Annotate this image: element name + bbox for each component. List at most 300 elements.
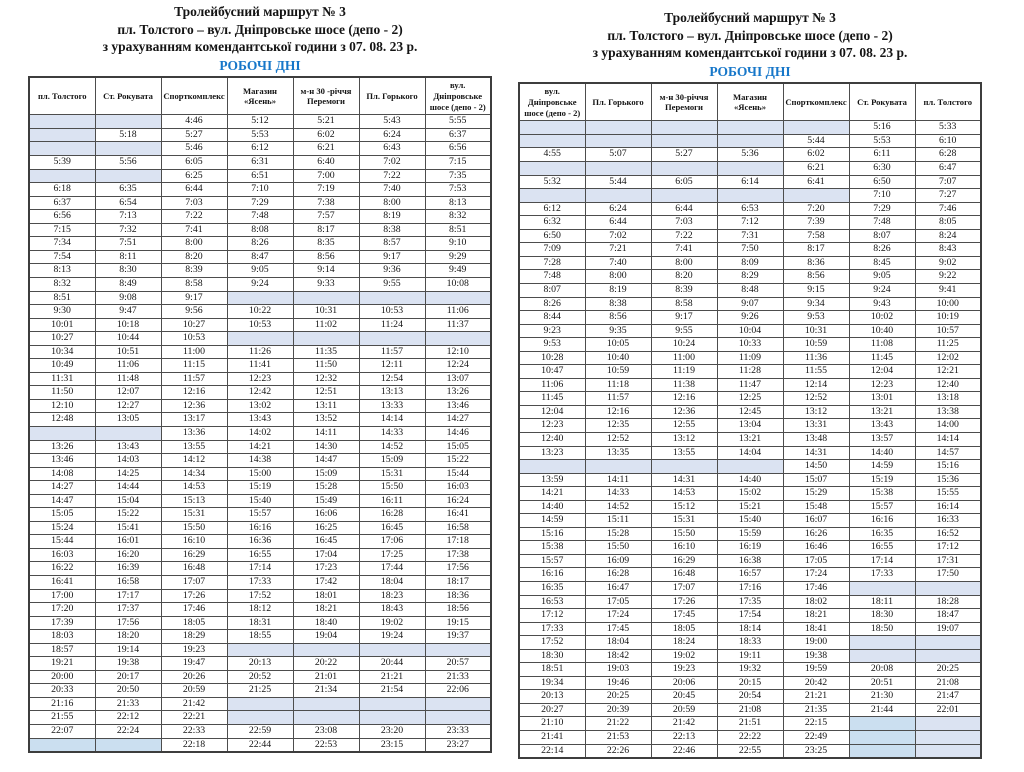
time-cell: 8:49 [95,277,161,291]
table-row [519,365,981,379]
time-cell: 21:21 [783,690,849,704]
time-cell: 21:22 [585,717,651,731]
time-cell: 15:24 [29,521,95,535]
time-cell: 19:04 [293,630,359,644]
time-cell: 22:24 [95,725,161,739]
time-cell: 14:25 [95,467,161,481]
time-cell: 13:46 [29,454,95,468]
time-cell: 17:06 [359,535,425,549]
table-row [519,243,981,257]
table-row [519,636,981,650]
time-cell: 17:56 [95,616,161,630]
time-cell: 17:52 [519,636,585,650]
time-cell: 14:02 [227,426,293,440]
time-cell: 15:44 [425,467,491,481]
time-cell: 10:19 [915,311,981,325]
time-cell: 10:57 [915,324,981,338]
time-cell: 14:46 [425,426,491,440]
curfew-note: з урахуванням комендантської години з 07. 08. 23 р. [102,39,418,55]
time-cell: 11:37 [425,318,491,332]
empty-cell [227,697,293,711]
time-cell: 5:46 [161,142,227,156]
time-cell: 7:29 [849,202,915,216]
table-row [519,392,981,406]
timetable-return [518,82,982,759]
time-cell: 7:10 [849,189,915,203]
time-cell: 6:37 [425,128,491,142]
time-cell: 20:52 [227,670,293,684]
time-cell: 19:47 [161,657,227,671]
table-row [29,156,491,170]
time-cell: 8:32 [29,277,95,291]
time-cell: 22:44 [227,738,293,752]
time-cell: 14:12 [161,454,227,468]
time-cell: 7:57 [293,210,359,224]
time-cell: 15:22 [95,508,161,522]
time-cell: 20:54 [717,690,783,704]
table-row [29,535,491,549]
time-cell: 16:03 [29,548,95,562]
time-cell: 7:02 [585,229,651,243]
empty-cell [717,134,783,148]
time-cell: 12:10 [29,399,95,413]
time-cell: 8:29 [717,270,783,284]
time-cell: 15:11 [585,514,651,528]
time-cell: 18:28 [915,595,981,609]
time-cell: 19:32 [717,663,783,677]
outbound-section [28,3,492,759]
table-row [29,657,491,671]
time-cell: 8:36 [783,256,849,270]
empty-cell [651,189,717,203]
time-cell: 12:10 [425,345,491,359]
table-row [519,162,981,176]
time-cell: 10:53 [227,318,293,332]
time-cell: 16:25 [293,521,359,535]
time-cell: 7:22 [359,169,425,183]
table-row [519,568,981,582]
column-header: Пл. Горького [359,77,425,115]
time-cell: 7:39 [783,216,849,230]
empty-cell [717,162,783,176]
table-row [29,494,491,508]
time-cell: 18:02 [783,595,849,609]
empty-cell [585,189,651,203]
time-cell: 23:25 [783,744,849,758]
time-cell: 17:37 [95,603,161,617]
time-cell: 21:33 [425,670,491,684]
time-cell: 9:30 [29,305,95,319]
empty-cell [359,291,425,305]
time-cell: 22:26 [585,744,651,758]
time-cell: 9:05 [849,270,915,284]
time-cell: 14:47 [29,494,95,508]
table-row [29,426,491,440]
time-cell: 14:52 [585,500,651,514]
return-titles [518,9,982,80]
time-cell: 11:57 [161,372,227,386]
table-row [519,690,981,704]
time-cell: 11:06 [425,305,491,319]
time-cell: 13:01 [849,392,915,406]
empty-cell [849,717,915,731]
time-cell: 14:38 [227,454,293,468]
time-cell: 15:50 [651,527,717,541]
time-cell: 8:39 [651,283,717,297]
time-cell: 7:15 [29,223,95,237]
time-cell: 11:06 [519,378,585,392]
time-cell: 14:30 [293,440,359,454]
time-cell: 7:53 [425,183,491,197]
time-cell: 16:14 [915,500,981,514]
time-cell: 22:07 [29,725,95,739]
table-row [29,589,491,603]
time-cell: 11:41 [227,359,293,373]
table-row [29,250,491,264]
time-cell: 15:16 [519,527,585,541]
time-cell: 11:26 [227,345,293,359]
time-cell: 16:29 [161,548,227,562]
time-cell: 13:55 [161,440,227,454]
time-cell: 18:42 [585,649,651,663]
time-cell: 15:21 [717,500,783,514]
time-cell: 6:24 [359,128,425,142]
empty-cell [519,189,585,203]
time-cell: 11:08 [849,338,915,352]
time-cell: 15:55 [915,487,981,501]
time-cell: 10:59 [783,338,849,352]
empty-cell [359,332,425,346]
time-cell: 8:24 [915,229,981,243]
time-cell: 10:40 [585,351,651,365]
time-cell: 14:40 [717,473,783,487]
time-cell: 11:31 [29,372,95,386]
time-cell: 13:48 [783,432,849,446]
time-cell: 13:07 [425,372,491,386]
empty-cell [585,460,651,474]
table-row [519,500,981,514]
time-cell: 13:38 [915,405,981,419]
time-cell: 18:04 [359,575,425,589]
time-cell: 13:31 [783,419,849,433]
time-cell: 12:07 [95,386,161,400]
time-cell: 23:33 [425,725,491,739]
time-cell: 20:26 [161,670,227,684]
time-cell: 7:51 [95,237,161,251]
time-cell: 17:44 [359,562,425,576]
time-cell: 22:06 [425,684,491,698]
time-cell: 8:45 [849,256,915,270]
time-cell: 13:18 [915,392,981,406]
table-row [519,378,981,392]
time-cell: 21:42 [161,697,227,711]
time-cell: 9:34 [783,297,849,311]
time-cell: 20:59 [651,703,717,717]
time-cell: 15:48 [783,500,849,514]
header-row [519,83,981,121]
empty-cell [227,291,293,305]
header-row [29,77,491,115]
time-cell: 20:57 [425,657,491,671]
time-cell: 20:25 [915,663,981,677]
time-cell: 20:51 [849,676,915,690]
time-cell: 12:35 [585,419,651,433]
curfew-note: з урахуванням комендантської години з 07. 08. 23 р. [592,45,908,61]
table-row [519,148,981,162]
time-cell: 17:31 [915,554,981,568]
time-cell: 22:15 [783,717,849,731]
table-row [29,643,491,657]
time-cell: 17:46 [783,581,849,595]
time-cell: 20:45 [651,690,717,704]
time-cell: 6:51 [227,169,293,183]
time-cell: 12:27 [95,399,161,413]
time-cell: 16:58 [95,575,161,589]
time-cell: 5:36 [717,148,783,162]
empty-cell [651,460,717,474]
time-cell: 11:06 [95,359,161,373]
empty-cell [651,162,717,176]
timetable-outbound [28,76,492,753]
time-cell: 11:50 [293,359,359,373]
time-cell: 18:41 [783,622,849,636]
time-cell: 18:33 [717,636,783,650]
time-cell: 12:23 [227,372,293,386]
table-row [29,697,491,711]
table-row [29,467,491,481]
time-cell: 8:17 [293,223,359,237]
time-cell: 15:44 [29,535,95,549]
table-row [519,717,981,731]
time-cell: 7:15 [425,156,491,170]
table-row [29,332,491,346]
time-cell: 17:12 [915,541,981,555]
time-cell: 17:18 [425,535,491,549]
empty-cell [519,460,585,474]
time-cell: 17:26 [161,589,227,603]
time-cell: 15:36 [915,473,981,487]
time-cell: 17:24 [585,609,651,623]
time-cell: 7:40 [585,256,651,270]
time-cell: 8:07 [849,229,915,243]
table-row [29,115,491,129]
time-cell: 16:26 [783,527,849,541]
time-cell: 16:53 [519,595,585,609]
time-cell: 15:38 [519,541,585,555]
time-cell: 17:14 [849,554,915,568]
table-row [519,554,981,568]
time-cell: 12:40 [519,432,585,446]
route-endpoints: пл. Толстого – вул. Дніпровське шосе (депо - 2) [607,27,893,43]
table-row [519,527,981,541]
time-cell: 15:41 [95,521,161,535]
time-cell: 22:18 [161,738,227,752]
time-cell: 17:07 [161,575,227,589]
time-cell: 8:44 [519,311,585,325]
time-cell: 7:50 [717,243,783,257]
time-cell: 8:00 [651,256,717,270]
time-cell: 10:34 [29,345,95,359]
time-cell: 11:15 [161,359,227,373]
time-cell: 15:57 [519,554,585,568]
time-cell: 12:16 [585,405,651,419]
empty-cell [293,643,359,657]
time-cell: 17:35 [717,595,783,609]
time-cell: 13:26 [425,386,491,400]
time-cell: 15:02 [717,487,783,501]
time-cell: 11:35 [293,345,359,359]
time-cell: 8:26 [849,243,915,257]
time-cell: 21:08 [915,676,981,690]
table-row [29,142,491,156]
time-cell: 22:53 [293,738,359,752]
table-row [519,676,981,690]
time-cell: 14:00 [915,419,981,433]
table-row [29,440,491,454]
time-cell: 19:46 [585,676,651,690]
time-cell: 17:42 [293,575,359,589]
time-cell: 12:54 [359,372,425,386]
time-cell: 16:01 [95,535,161,549]
time-cell: 14:34 [161,467,227,481]
time-cell: 17:05 [783,554,849,568]
time-cell: 7:21 [585,243,651,257]
time-cell: 22:55 [717,744,783,758]
time-cell: 10:28 [519,351,585,365]
time-cell: 16:16 [849,514,915,528]
table-row [29,128,491,142]
time-cell: 5:55 [425,115,491,129]
time-cell: 13:43 [95,440,161,454]
empty-cell [915,649,981,663]
time-cell: 10:18 [95,318,161,332]
time-cell: 14:40 [519,500,585,514]
time-cell: 16:10 [651,541,717,555]
time-cell: 5:39 [29,156,95,170]
time-cell: 5:43 [359,115,425,129]
time-cell: 14:31 [651,473,717,487]
time-cell: 19:37 [425,630,491,644]
time-cell: 18:11 [849,595,915,609]
empty-cell [29,115,95,129]
time-cell: 8:20 [161,250,227,264]
time-cell: 16:36 [227,535,293,549]
empty-cell [425,643,491,657]
table-row [29,223,491,237]
time-cell: 14:53 [651,487,717,501]
time-cell: 21:51 [717,717,783,731]
time-cell: 12:52 [585,432,651,446]
time-cell: 15:07 [783,473,849,487]
time-cell: 5:21 [293,115,359,129]
time-cell: 6:41 [783,175,849,189]
time-cell: 12:23 [849,378,915,392]
time-cell: 8:11 [95,250,161,264]
time-cell: 5:44 [585,175,651,189]
time-cell: 19:23 [161,643,227,657]
empty-cell [717,460,783,474]
table-row [29,630,491,644]
table-row [29,575,491,589]
table-row [519,229,981,243]
time-cell: 9:15 [783,283,849,297]
return-section [518,9,982,759]
time-cell: 14:33 [585,487,651,501]
time-cell: 13:33 [359,399,425,413]
time-cell: 7:03 [651,216,717,230]
time-cell: 23:08 [293,725,359,739]
time-cell: 21:41 [519,731,585,745]
time-cell: 8:30 [95,264,161,278]
time-cell: 7:20 [783,202,849,216]
time-cell: 21:33 [95,697,161,711]
time-cell: 11:57 [585,392,651,406]
table-row [519,311,981,325]
time-cell: 5:56 [95,156,161,170]
time-cell: 20:13 [519,690,585,704]
empty-cell [425,697,491,711]
column-header: вул. Дніпровське шосе (депо - 2) [519,83,585,121]
time-cell: 6:14 [717,175,783,189]
time-cell: 8:19 [585,283,651,297]
time-cell: 16:55 [849,541,915,555]
time-cell: 7:54 [29,250,95,264]
column-header: Пл. Горького [585,83,651,121]
empty-cell [95,115,161,129]
time-cell: 14:27 [425,413,491,427]
time-cell: 11:24 [359,318,425,332]
time-cell: 20:59 [161,684,227,698]
time-cell: 6:31 [227,156,293,170]
time-cell: 17:46 [161,603,227,617]
time-cell: 23:15 [359,738,425,752]
time-cell: 18:17 [425,575,491,589]
time-cell: 11:00 [651,351,717,365]
time-cell: 7:40 [359,183,425,197]
time-cell: 10:59 [585,365,651,379]
time-cell: 14:40 [849,446,915,460]
time-cell: 7:07 [915,175,981,189]
time-cell: 20:00 [29,670,95,684]
time-cell: 16:11 [359,494,425,508]
time-cell: 14:04 [717,446,783,460]
time-cell: 8:56 [585,311,651,325]
time-cell: 17:52 [227,589,293,603]
empty-cell [519,121,585,135]
time-cell: 17:25 [359,548,425,562]
table-row [29,454,491,468]
time-cell: 17:00 [29,589,95,603]
time-cell: 15:16 [915,460,981,474]
time-cell: 6:53 [717,202,783,216]
table-row [519,338,981,352]
time-cell: 9:55 [651,324,717,338]
time-cell: 15:38 [849,487,915,501]
time-cell: 18:55 [227,630,293,644]
time-cell: 15:59 [717,527,783,541]
time-cell: 16:10 [161,535,227,549]
time-cell: 6:56 [29,210,95,224]
time-cell: 19:00 [783,636,849,650]
time-cell: 15:31 [651,514,717,528]
time-cell: 11:50 [29,386,95,400]
time-cell: 14:03 [95,454,161,468]
time-cell: 16:09 [585,554,651,568]
time-cell: 12:21 [915,365,981,379]
time-cell: 13:35 [585,446,651,460]
table-row [29,291,491,305]
empty-cell [293,697,359,711]
